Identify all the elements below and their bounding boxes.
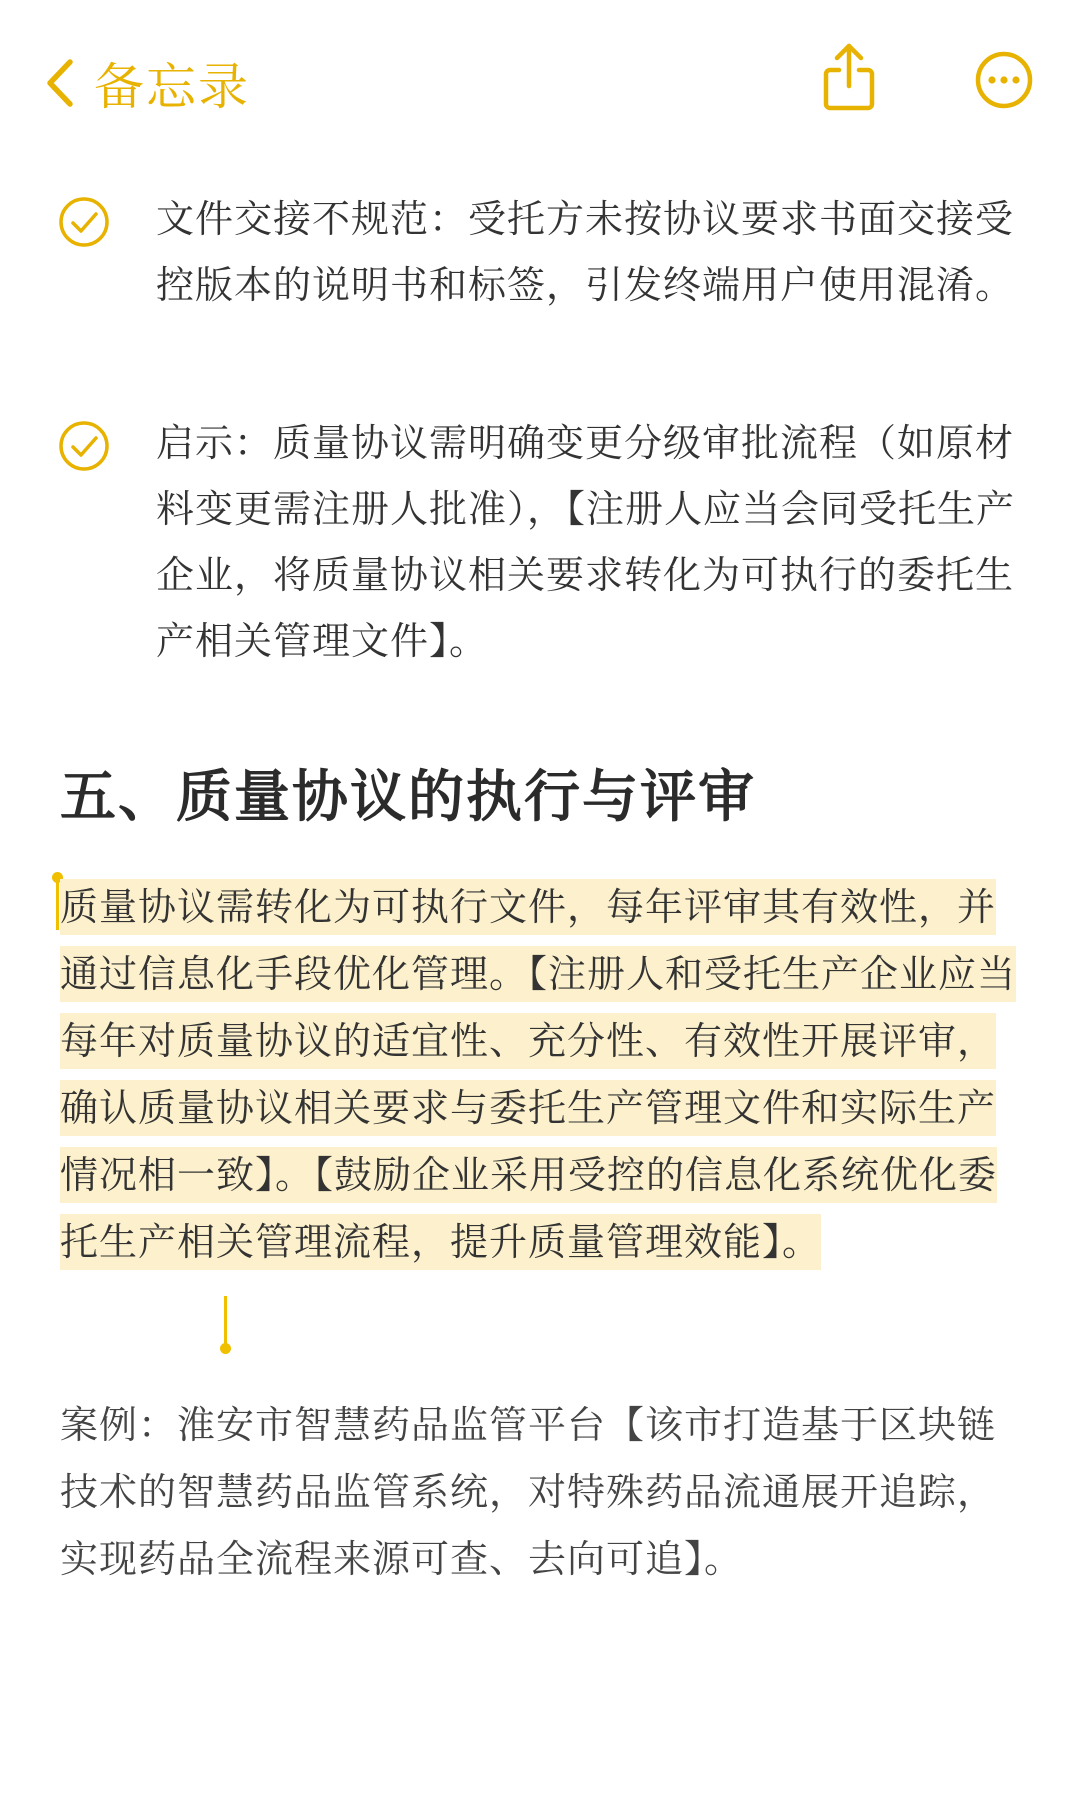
navigation-bar [0, 0, 1080, 160]
chevron-left-icon [44, 58, 74, 108]
checklist-item-text: 启示：质量协议需明确变更分级审批流程（如原材料变更需注册人批准），【注册人应当会同受托生产企业，将质量协议相关要求转化为可执行的委托生产相关管理文件】。 [156, 421, 1016, 663]
selection-end-handle[interactable] [224, 1296, 227, 1346]
share-button[interactable] [820, 40, 878, 116]
back-button[interactable] [44, 48, 250, 118]
selection-start-handle[interactable] [56, 880, 59, 930]
highlighted-text: 质量协议需转化为可执行文件，每年评审其有效性，并通过信息化手段优化管理。【注册人和受托生产企业应当每年对质量协议的适宜性、充分性、有效性开展评审，确认质量协议相关要求与委托生产管理文件和实际生产情况相一致】。【鼓励企业采用受控的信息化系统优化委托生产相关管理流程，提升质量管理效能】。 [60, 879, 1016, 1270]
ellipsis-circle-icon [974, 95, 1034, 114]
checkmark-circle-icon[interactable] [58, 420, 110, 472]
section-heading: 五、质量协议的执行与评审 [60, 765, 756, 830]
case-paragraph: 案例：淮安市智慧药品监管平台【该市打造基于区块链技术的智慧药品监管系统，对特殊药品流通展开追踪，实现药品全流程来源可查、去向可追】。 [60, 1403, 997, 1581]
share-icon [820, 97, 878, 116]
highlighted-paragraph[interactable] [60, 874, 1025, 1276]
back-label: 备忘录 [94, 58, 250, 116]
more-button[interactable] [974, 50, 1034, 114]
checkmark-circle-icon[interactable] [58, 196, 110, 248]
checklist-item-text: 文件交接不规范：受托方未按协议要求书面交接受控版本的说明书和标签，引发终端用户使用混淆。 [156, 197, 1015, 307]
